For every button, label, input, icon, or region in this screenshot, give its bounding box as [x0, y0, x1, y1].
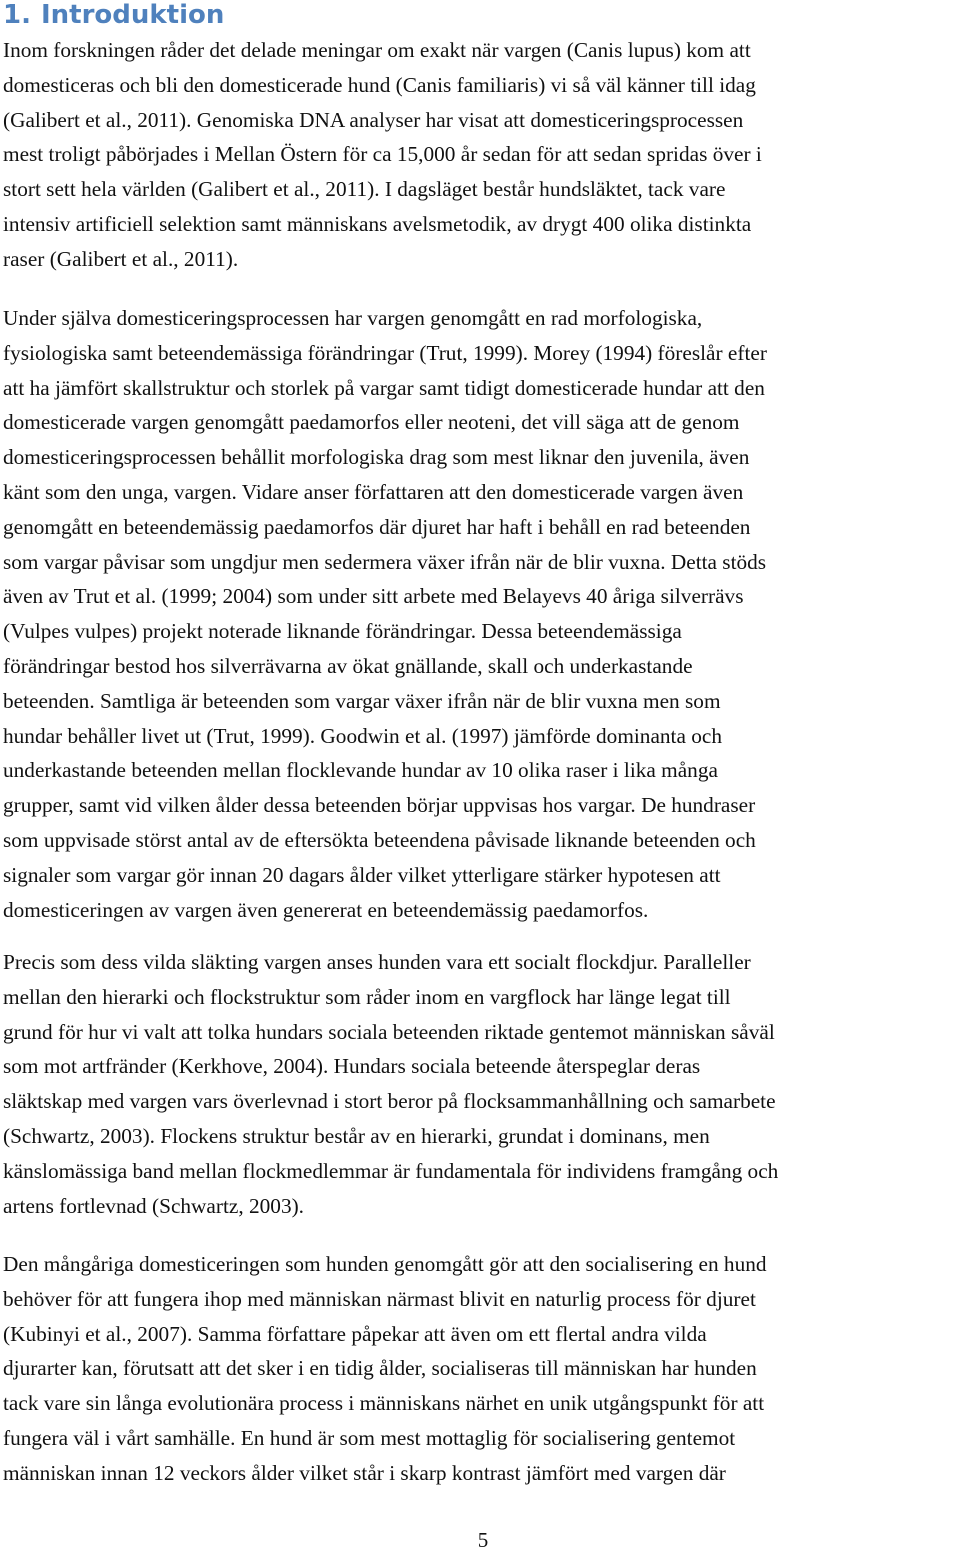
text-line: Den mångåriga domesticeringen som hunden genomgått gör att den socialisering en hund: [3, 1252, 767, 1276]
page-number: 5: [477, 1528, 489, 1552]
text-line: artens fortlevnad (Schwartz, 2003).: [3, 1193, 305, 1218]
text-line: som uppvisade störst antal av de eftersökta beteendena påvisade liknande beteenden och: [3, 828, 756, 852]
text-line: domesticeringen av vargen även genererat en beteendemässig paedamorfos.: [3, 897, 649, 922]
text-line: (Kubinyi et al., 2007). Samma författare påpekar att även om ett flertal andra vilda: [3, 1321, 707, 1346]
text-line: fungera väl i vårt samhälle. En hund är som mest mottaglig för socialisering gentemot: [3, 1426, 736, 1450]
text-line: känslomässiga band mellan flockmedlemmar är fundamentala för individens framgång och: [3, 1158, 779, 1183]
text-line: tack vare sin långa evolutionära process i människans närhet en unik utgångspunkt för att: [3, 1391, 765, 1416]
text-line: mellan den hierarki och flockstruktur som råder inom en vargflock har länge legat till: [3, 984, 731, 1009]
text-line: domesticeras och bli den domesticerade hund (Canis familiaris) vi så väl känner till idag: [3, 72, 756, 97]
text-line: beteenden. Samtliga är beteenden som vargar växer ifrån när de blir vuxna men som: [3, 688, 721, 713]
section-heading: [3, 0, 224, 30]
text-line: hundar behåller livet ut (Trut, 1999). Goodwin et al. (1997) jämförde dominanta och: [3, 723, 722, 748]
text-line: känt som den unga, vargen. Vidare anser författaren att den domesticerade vargen även: [3, 480, 744, 504]
text-line: signaler som vargar gör innan 20 dagars ålder vilket ytterligare stärker hypotesen att: [3, 862, 721, 887]
text-line: intensiv artificiell selektion samt människans avelsmetodik, av drygt 400 olika distinkta: [3, 212, 752, 236]
text-line: raser (Galibert et al., 2011).: [3, 246, 239, 271]
text-line: underkastande beteenden mellan flocklevande hundar av 10 olika raser i lika många: [3, 758, 718, 783]
text-line: domesticeringsprocessen behållit morfologiska drag som mest liknar den juvenila, även: [3, 445, 750, 470]
text-line: släktskap med vargen vars överlevnad i stort beror på flocksammanhållning och samarbete: [3, 1089, 776, 1114]
text-line: djurarter kan, förutsatt att det sker i en tidig ålder, socialiseras till människan har hunden: [3, 1356, 757, 1381]
text-line: domesticerade vargen genomgått paedamorfos eller neoteni, det vill säga att de genom: [3, 410, 740, 435]
text-line: som mot artfränder (Kerkhove, 2004). Hundars sociala beteende återspeglar deras: [3, 1054, 701, 1079]
text-line: stort sett hela världen (Galibert et al., 2011). I dagsläget består hundsläktet, tack vare: [3, 177, 726, 202]
text-line: (Vulpes vulpes) projekt noterade liknande förändringar. Dessa beteendemässiga: [3, 619, 682, 644]
text-line: grund för hur vi valt att tolka hundars sociala beteenden riktade gentemot människan såväl: [3, 1019, 775, 1044]
text-line: fysiologiska samt beteendemässiga förändringar (Trut, 1999). Morey (1994) föreslår efter: [3, 340, 767, 365]
section-number: 1.: [3, 0, 31, 30]
section-title: Introduktion: [40, 0, 225, 30]
text-line: att ha jämfört skallstruktur och storlek på vargar samt tidigt domesticerade hundar att den: [3, 375, 765, 400]
text-line: grupper, samt vid vilken ålder dessa beteenden börjar uppvisas hos vargar. De hundraser: [3, 793, 756, 818]
text-line: förändringar bestod hos silverrävarna av ökat gnällande, skall och underkastande: [3, 654, 693, 678]
text-line: (Schwartz, 2003). Flockens struktur består av en hierarki, grundat i dominans, men: [3, 1124, 710, 1148]
text-line: Precis som dess vilda släkting vargen anses hunden vara ett socialt flockdjur. Paralleller: [3, 950, 751, 974]
text-line: även av Trut et al. (1999; 2004) som under sitt arbete med Belayevs 40 åriga silverrävs: [3, 584, 744, 609]
text-line: Under själva domesticeringsprocessen har vargen genomgått en rad morfologiska,: [3, 306, 703, 330]
text-line: som vargar påvisar som ungdjur men sedermera växer ifrån när de blir vuxna. Detta stöds: [3, 549, 767, 574]
text-line: människan innan 12 veckors ålder vilket står i skarp kontrast jämfört med vargen där: [3, 1460, 726, 1485]
text-line: (Galibert et al., 2011). Genomiska DNA analyser har visat att domesticeringsprocessen: [3, 107, 744, 132]
text-line: behöver för att fungera ihop med människan närmast blivit en naturlig process för djuret: [3, 1286, 756, 1311]
text-line: genomgått en beteendemässig paedamorfos där djuret har haft i behåll en rad beteenden: [3, 514, 751, 539]
text-line: mest troligt påbörjades i Mellan Östern för ca 15,000 år sedan för att sedan spridas över i: [3, 142, 762, 167]
text-line: Inom forskningen råder det delade meningar om exakt när vargen (Canis lupus) kom att: [3, 38, 751, 62]
